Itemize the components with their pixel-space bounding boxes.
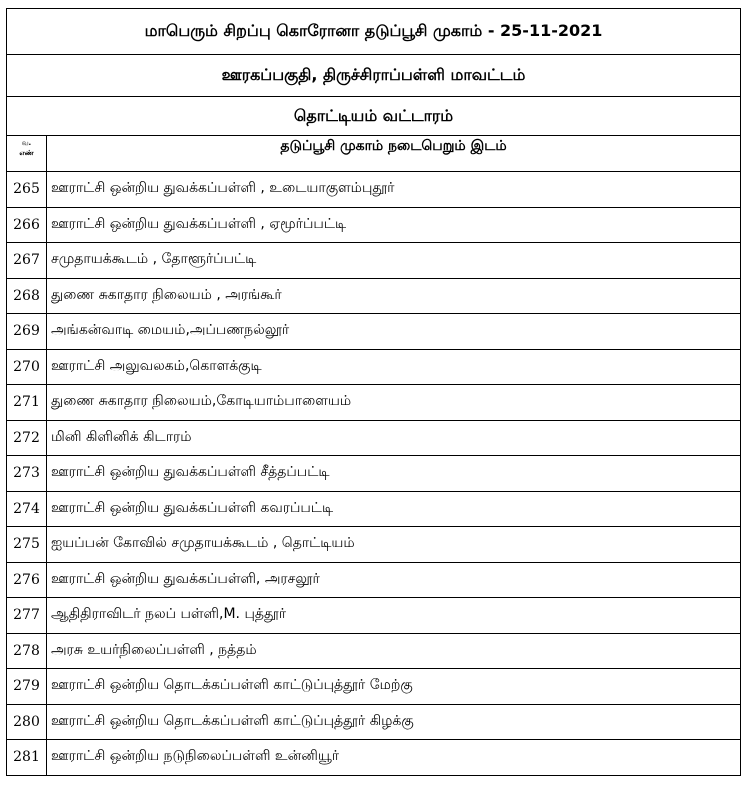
venue-cell: ஐயப்பன் கோவில் சமுதாயக்கூடம் , தொட்டியம் (47, 527, 741, 563)
serial-number-cell: 268 (7, 278, 47, 314)
column-header-row (7, 136, 741, 172)
venue-cell: மினி கிளினிக் கிடாரம் (47, 420, 741, 456)
serial-number-cell: 269 (7, 314, 47, 350)
venue-cell: ஊராட்சி ஒன்றிய தொடக்கப்பள்ளி காட்டுப்புத்தூர் மேற்கு (47, 669, 741, 705)
venue-cell: துணை சுகாதார நிலையம் , அரங்கூர் (47, 278, 741, 314)
serial-number-cell: 281 (7, 740, 47, 776)
serial-number-cell: 279 (7, 669, 47, 705)
serial-number-cell: 272 (7, 420, 47, 456)
table-row (7, 243, 741, 279)
serial-header-line2: எண் (19, 149, 34, 157)
table-row (7, 385, 741, 421)
table-row (7, 704, 741, 740)
table-row (7, 491, 741, 527)
venue-cell: சமுதாயக்கூடம் , தோளூர்ப்பட்டி (47, 243, 741, 279)
table-row (7, 598, 741, 634)
serial-number-cell: 275 (7, 527, 47, 563)
venue-cell: ஊராட்சி ஒன்றிய துவக்கப்பள்ளி , ஏமூர்ப்பட்டி (47, 207, 741, 243)
block-heading: தொட்டியம் வட்டாரம் (7, 97, 741, 136)
table-row (7, 278, 741, 314)
table-row (7, 420, 741, 456)
serial-number-cell: 273 (7, 456, 47, 492)
title-row (7, 9, 741, 55)
serial-number-cell: 267 (7, 243, 47, 279)
serial-number-cell: 280 (7, 704, 47, 740)
camp-list-sheet (6, 8, 741, 776)
venue-cell: ஊராட்சி அலுவலகம்,கொளக்குடி (47, 349, 741, 385)
venue-cell: துணை சுகாதார நிலையம்,கோடியாம்பாளையம் (47, 385, 741, 421)
serial-number-cell: 271 (7, 385, 47, 421)
serial-number-cell: 278 (7, 633, 47, 669)
serial-header-line1: வ. (21, 139, 32, 147)
area-row (7, 55, 741, 97)
document-title: மாபெரும் சிறப்பு கொரோனா தடுப்பூசி முகாம் - 25-11-2021 (7, 9, 741, 55)
block-row (7, 97, 741, 136)
table-row (7, 740, 741, 776)
serial-number-cell: 274 (7, 491, 47, 527)
serial-number-cell: 266 (7, 207, 47, 243)
serial-number-cell: 276 (7, 562, 47, 598)
serial-number-cell: 277 (7, 598, 47, 634)
venue-cell: ஊராட்சி ஒன்றிய துவக்கப்பள்ளி சீத்தப்பட்டி (47, 456, 741, 492)
venue-cell: ஊராட்சி ஒன்றிய துவக்கப்பள்ளி கவரப்பட்டி (47, 491, 741, 527)
table-row (7, 562, 741, 598)
camp-list-table (6, 8, 741, 776)
venue-cell: ஊராட்சி ஒன்றிய துவக்கப்பள்ளி , உடையாகுளம்புதூர் (47, 172, 741, 208)
venue-cell: ஊராட்சி ஒன்றிய துவக்கப்பள்ளி, அரசலூர் (47, 562, 741, 598)
area-heading: ஊரகப்பகுதி, திருச்சிராப்பள்ளி மாவட்டம் (7, 55, 741, 97)
serial-number-cell: 265 (7, 172, 47, 208)
table-row (7, 633, 741, 669)
table-row (7, 456, 741, 492)
table-row (7, 314, 741, 350)
venue-cell: அங்கன்வாடி மையம்,அப்பணநல்லூர் (47, 314, 741, 350)
venue-cell: ஆதிதிராவிடர் நலப் பள்ளி,M. புத்தூர் (47, 598, 741, 634)
table-row (7, 349, 741, 385)
table-row (7, 669, 741, 705)
serial-number-header (7, 136, 47, 172)
serial-number-cell: 270 (7, 349, 47, 385)
venue-cell: ஊராட்சி ஒன்றிய தொடக்கப்பள்ளி காட்டுப்புத்தூர் கிழக்கு (47, 704, 741, 740)
venue-header: தடுப்பூசி முகாம் நடைபெறும் இடம் (47, 136, 741, 172)
table-row (7, 527, 741, 563)
table-row (7, 207, 741, 243)
venue-cell: ஊராட்சி ஒன்றிய நடுநிலைப்பள்ளி உன்னியூர் (47, 740, 741, 776)
venue-cell: அரசு உயர்நிலைப்பள்ளி , நத்தம் (47, 633, 741, 669)
table-row (7, 172, 741, 208)
